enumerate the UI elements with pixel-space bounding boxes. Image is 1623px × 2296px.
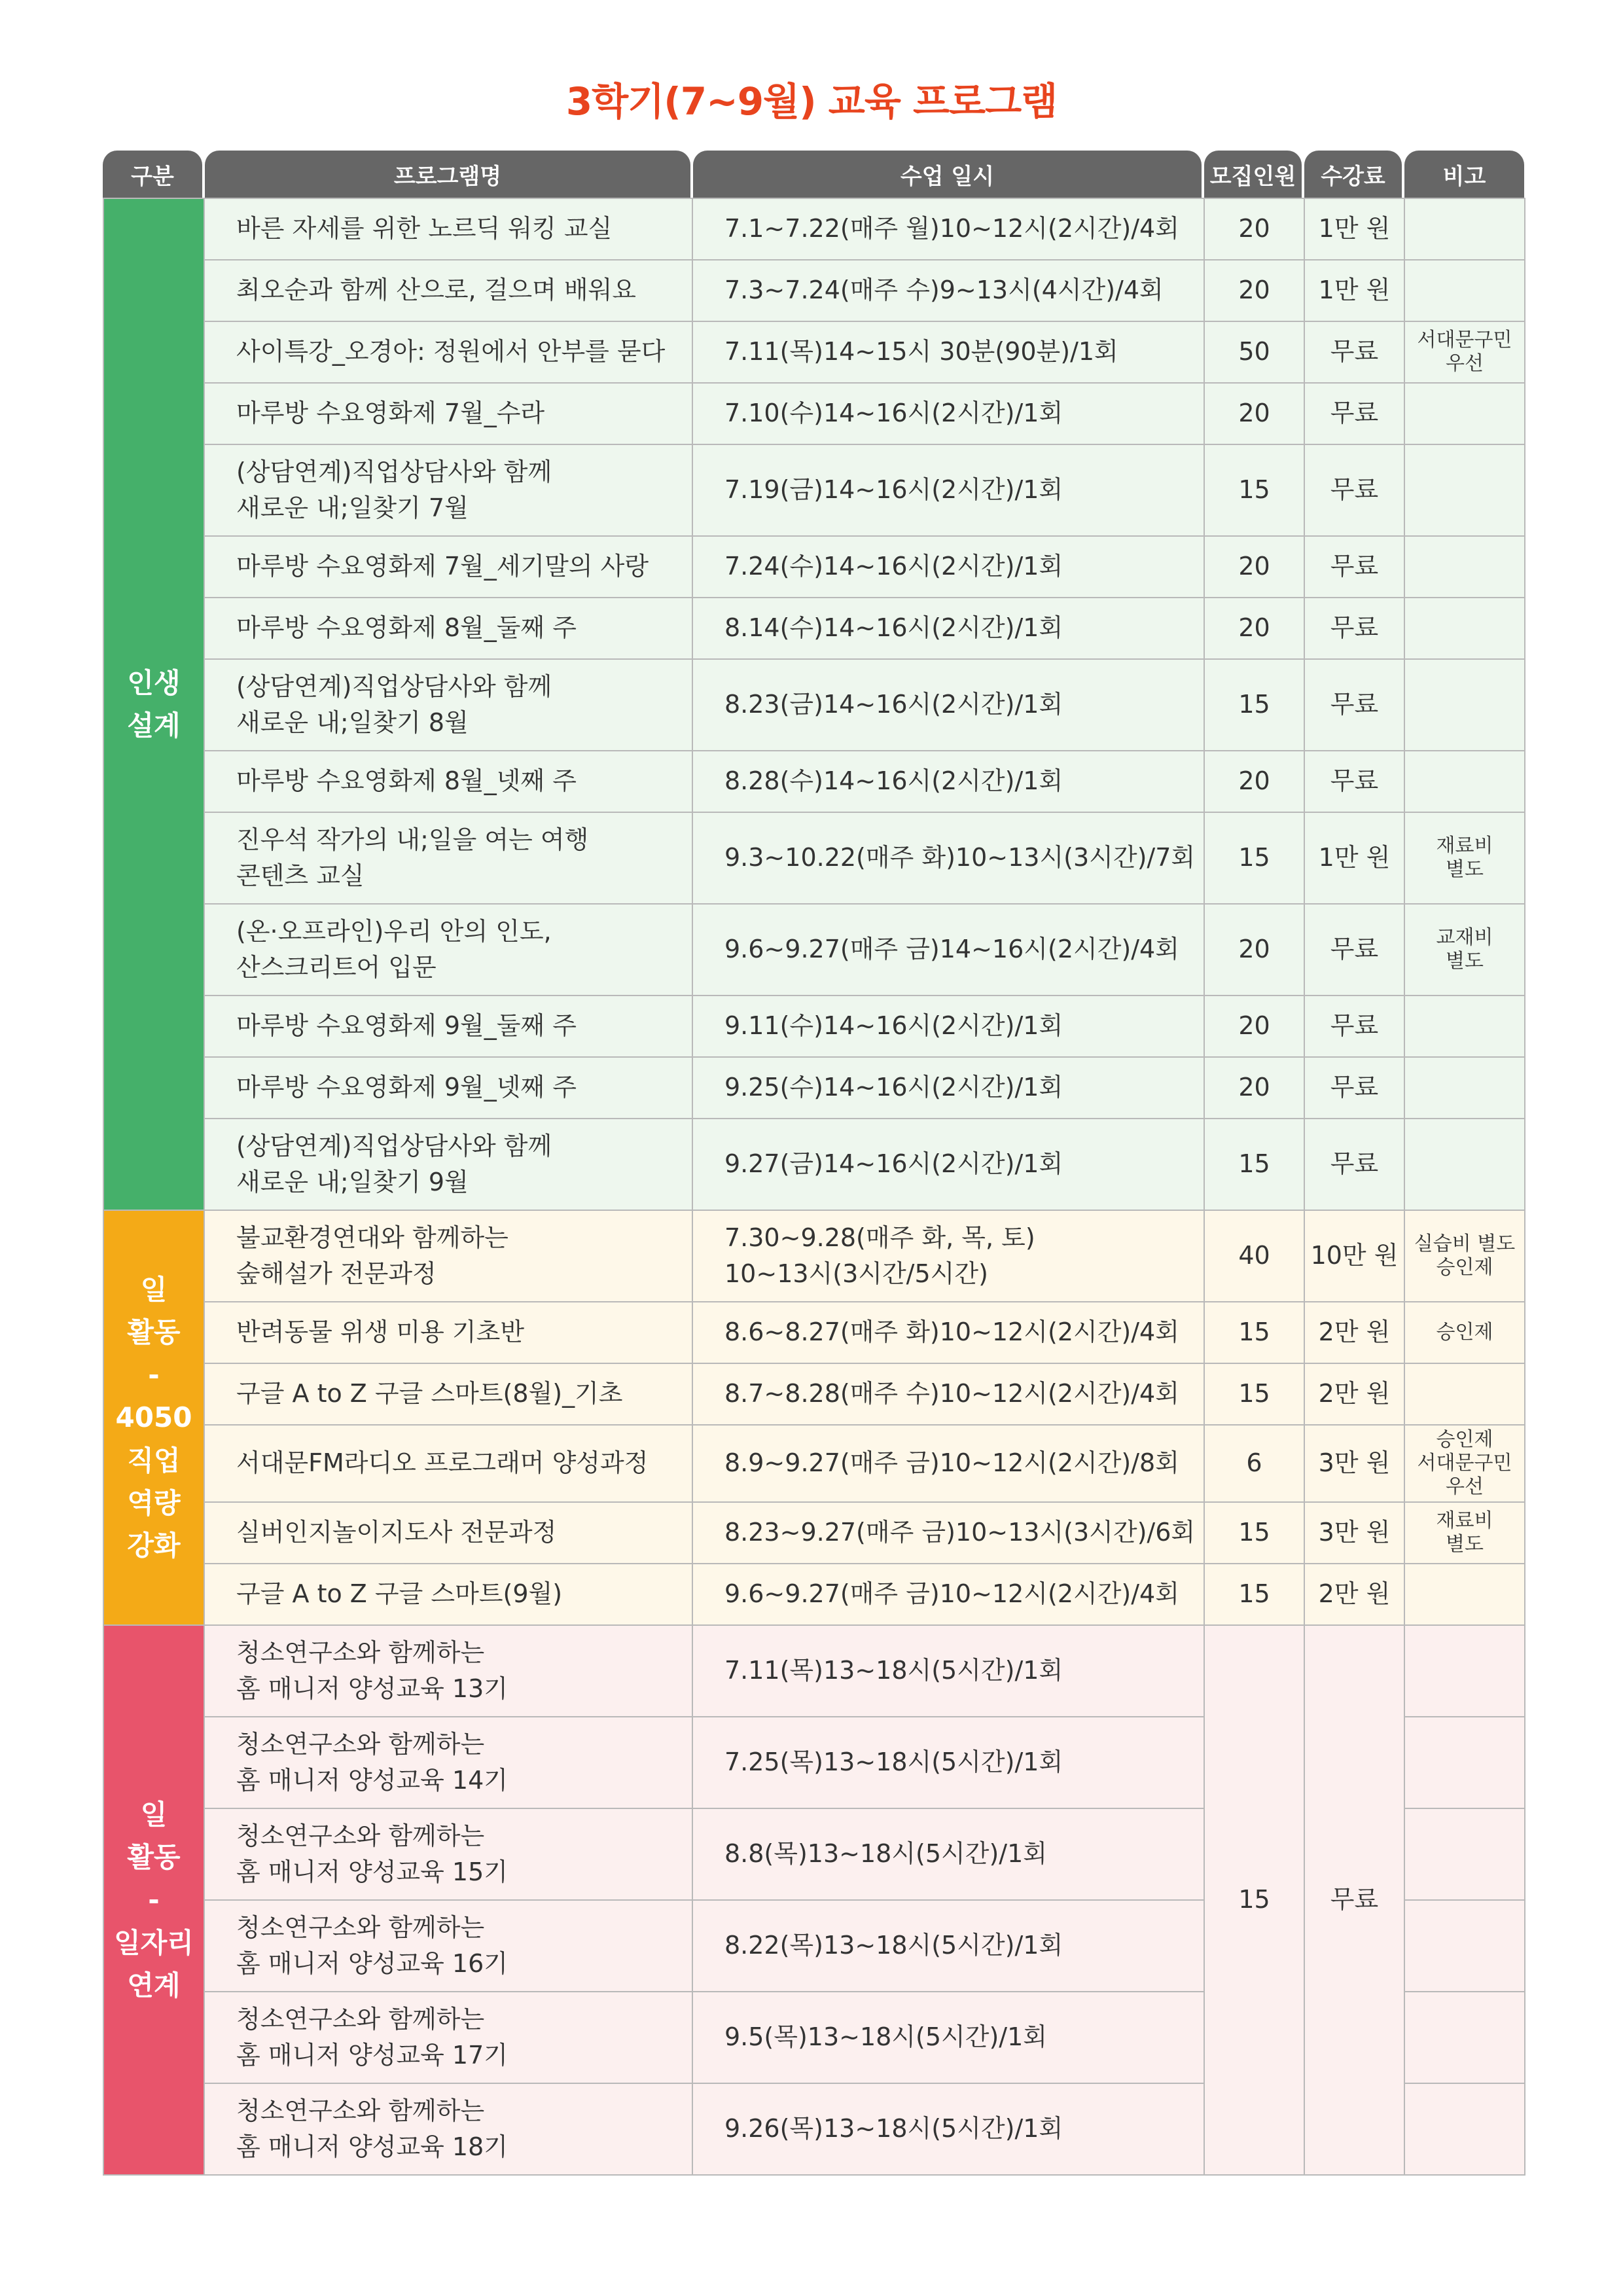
- program-name: [204, 1057, 692, 1119]
- program-name: [204, 383, 692, 444]
- schedule-line: 7.3~7.24(매주 수)9~13시(4시간)/4회: [724, 276, 1164, 305]
- program-name-line: 구글 A to Z 구글 스마트(8월)_기초: [236, 1379, 623, 1408]
- schedule: [692, 444, 1204, 536]
- schedule: [692, 1302, 1204, 1363]
- program-name: [204, 198, 692, 260]
- note: [1404, 1564, 1525, 1625]
- schedule: [692, 1057, 1204, 1119]
- note-line: 별도: [1446, 858, 1484, 881]
- program-name: [204, 996, 692, 1057]
- program-name-line: 새로운 내;일찾기 8월: [236, 708, 469, 737]
- capacity: 20: [1204, 1057, 1304, 1119]
- program-name-line: 구글 A to Z 구글 스마트(9월): [236, 1579, 563, 1609]
- fee: 무료: [1304, 1057, 1404, 1119]
- capacity: 15: [1204, 1625, 1304, 2175]
- schedule-line: 8.14(수)14~16시(2시간)/1회: [724, 613, 1063, 643]
- schedule-line: 7.25(목)13~18시(5시간)/1회: [724, 1748, 1063, 1777]
- fee: 1만 원: [1304, 260, 1404, 321]
- schedule-line: 8.7~8.28(매주 수)10~12시(2시간)/4회: [724, 1379, 1179, 1408]
- program-name-line: 홈 매니저 양성교육 18기: [236, 2132, 508, 2161]
- category-cell-line: 일: [140, 1274, 168, 1306]
- schedule-line: 9.3~10.22(매주 화)10~13시(3시간)/7회: [724, 843, 1196, 872]
- category-cell: [103, 1625, 204, 2175]
- program-name-line: 마루방 수요영화제 7월_세기말의 사랑: [236, 552, 649, 581]
- note: [1404, 1119, 1525, 1210]
- table-row: [103, 1502, 1525, 1564]
- table-row: [103, 1302, 1525, 1363]
- program-name-line: 진우석 작가의 내;일을 여는 여행: [236, 825, 589, 854]
- schedule-line: 8.28(수)14~16시(2시간)/1회: [724, 766, 1063, 796]
- schedule: [692, 321, 1204, 383]
- note: [1404, 659, 1525, 751]
- program-name-line: 마루방 수요영화제 8월_넷째 주: [236, 766, 577, 796]
- note: [1404, 598, 1525, 659]
- schedule: [692, 1564, 1204, 1625]
- program-name: [204, 1717, 692, 1808]
- program-name-line: 청소연구소와 함께하는: [236, 2096, 485, 2125]
- capacity: 15: [1204, 659, 1304, 751]
- schedule-line: 8.23(금)14~16시(2시간)/1회: [724, 690, 1063, 719]
- capacity: 15: [1204, 1502, 1304, 1564]
- capacity: 15: [1204, 1302, 1304, 1363]
- program-name-line: 마루방 수요영화제 9월_둘째 주: [236, 1011, 577, 1041]
- program-name: [204, 1625, 692, 1717]
- table-row: [103, 812, 1525, 904]
- schedule: [692, 198, 1204, 260]
- note-line: 별도: [1446, 950, 1484, 973]
- program-name-line: 홈 매니저 양성교육 14기: [236, 1766, 508, 1795]
- schedule-line: 9.26(목)13~18시(5시간)/1회: [724, 2114, 1063, 2144]
- program-name: [204, 536, 692, 598]
- table-row: [103, 751, 1525, 812]
- note-line: 서대문구민: [1417, 329, 1512, 351]
- capacity: 15: [1204, 444, 1304, 536]
- program-name: [204, 1425, 692, 1502]
- note: [1404, 1717, 1525, 1808]
- capacity: 40: [1204, 1210, 1304, 1302]
- schedule: [692, 1625, 1204, 1717]
- capacity: 20: [1204, 536, 1304, 598]
- note-line: 승인제: [1436, 1428, 1493, 1451]
- note: [1404, 444, 1525, 536]
- program-name: [204, 812, 692, 904]
- fee: 무료: [1304, 321, 1404, 383]
- capacity: 15: [1204, 1363, 1304, 1425]
- note: [1404, 1425, 1525, 1502]
- fee: 무료: [1304, 996, 1404, 1057]
- program-name-line: 청소연구소와 함께하는: [236, 1638, 485, 1667]
- program-name: [204, 2083, 692, 2175]
- table-row: [103, 1425, 1525, 1502]
- note: [1404, 751, 1525, 812]
- header-schedule: 수업 일시: [693, 151, 1202, 198]
- note: [1404, 1302, 1525, 1363]
- fee: 무료: [1304, 536, 1404, 598]
- header-note: 비고: [1404, 151, 1524, 198]
- program-name-line: 청소연구소와 함께하는: [236, 1729, 485, 1759]
- program-name-line: 새로운 내;일찾기 9월: [236, 1168, 469, 1196]
- category-cell-line: 직업: [127, 1444, 181, 1477]
- program-name-line: 숲해설가 전문과정: [236, 1259, 437, 1288]
- note: [1404, 1210, 1525, 1302]
- schedule-line: 7.10(수)14~16시(2시간)/1회: [724, 399, 1063, 428]
- category-cell-line: 일자리: [114, 1926, 194, 1959]
- fee: 3만 원: [1304, 1502, 1404, 1564]
- program-name: [204, 444, 692, 536]
- program-name: [204, 598, 692, 659]
- note-line: 재료비: [1436, 834, 1493, 857]
- schedule: [692, 1502, 1204, 1564]
- schedule: [692, 1808, 1204, 1900]
- program-name: [204, 659, 692, 751]
- program-name-line: 실버인지놀이지도사 전문과정: [236, 1518, 557, 1547]
- program-name-line: 청소연구소와 함께하는: [236, 1912, 485, 1942]
- category-cell-line: -: [148, 1884, 160, 1916]
- capacity: 20: [1204, 198, 1304, 260]
- fee: 무료: [1304, 1625, 1404, 2175]
- program-name: [204, 1302, 692, 1363]
- schedule: [692, 751, 1204, 812]
- fee: 무료: [1304, 598, 1404, 659]
- table-row: [103, 198, 1525, 260]
- table-row: [103, 1210, 1525, 1302]
- header-fee: 수강료: [1304, 151, 1402, 198]
- schedule-line: 7.24(수)14~16시(2시간)/1회: [724, 552, 1063, 581]
- table-row: [103, 904, 1525, 996]
- capacity: 15: [1204, 1119, 1304, 1210]
- schedule: [692, 2083, 1204, 2175]
- schedule: [692, 383, 1204, 444]
- program-name-line: (상담연계)직업상담사와 함께: [236, 672, 552, 701]
- category-cell-line: 인생: [127, 666, 181, 699]
- schedule-line: 9.6~9.27(매주 금)14~16시(2시간)/4회: [724, 935, 1179, 964]
- schedule: [692, 1425, 1204, 1502]
- capacity: 20: [1204, 383, 1304, 444]
- program-name-line: (온·오프라인)우리 안의 인도,: [236, 916, 552, 946]
- category-cell-line: 연계: [127, 1969, 181, 2001]
- note-line: 우선: [1446, 1475, 1484, 1498]
- program-name: [204, 1564, 692, 1625]
- schedule-line: 7.30~9.28(매주 화, 목, 토): [724, 1223, 1035, 1252]
- capacity: 15: [1204, 812, 1304, 904]
- schedule-line: 8.8(목)13~18시(5시간)/1회: [724, 1839, 1047, 1869]
- fee: 무료: [1304, 1119, 1404, 1210]
- note-line: 재료비: [1436, 1509, 1493, 1532]
- fee: 무료: [1304, 383, 1404, 444]
- category-cell: [103, 1210, 204, 1625]
- category-cell-line: -: [148, 1359, 160, 1391]
- note: [1404, 321, 1525, 383]
- program-name-line: 청소연구소와 함께하는: [236, 1821, 485, 1850]
- program-name: [204, 1502, 692, 1564]
- category-cell: [103, 198, 204, 1210]
- note: [1404, 260, 1525, 321]
- program-name-line: 마루방 수요영화제 9월_넷째 주: [236, 1073, 577, 1102]
- program-name: [204, 1808, 692, 1900]
- schedule: [692, 996, 1204, 1057]
- program-name: [204, 1900, 692, 1992]
- program-name: [204, 904, 692, 996]
- category-cell-line: 일: [140, 1799, 168, 1831]
- fee: 3만 원: [1304, 1425, 1404, 1502]
- note-line: 우선: [1446, 352, 1484, 375]
- category-cell-line: 역량: [127, 1486, 181, 1519]
- capacity: 20: [1204, 996, 1304, 1057]
- program-name-line: 사이특강_오경아: 정원에서 안부를 묻다: [236, 337, 666, 367]
- fee: 1만 원: [1304, 198, 1404, 260]
- table-row: [103, 1363, 1525, 1425]
- schedule-line: 7.11(목)13~18시(5시간)/1회: [724, 1656, 1063, 1685]
- table-row: [103, 1057, 1525, 1119]
- fee: 무료: [1304, 751, 1404, 812]
- note-line: 실습비 별도: [1414, 1232, 1516, 1255]
- fee: 2만 원: [1304, 1564, 1404, 1625]
- fee: 무료: [1304, 444, 1404, 536]
- note: [1404, 1057, 1525, 1119]
- table-row: [103, 321, 1525, 383]
- note: [1404, 2083, 1525, 2175]
- schedule-line: 7.19(금)14~16시(2시간)/1회: [724, 475, 1063, 505]
- schedule-line: 9.6~9.27(매주 금)10~12시(2시간)/4회: [724, 1579, 1179, 1609]
- capacity: 6: [1204, 1425, 1304, 1502]
- note: [1404, 996, 1525, 1057]
- note-line: 승인제: [1436, 1256, 1493, 1279]
- schedule: [692, 1992, 1204, 2083]
- note: [1404, 383, 1525, 444]
- schedule: [692, 536, 1204, 598]
- note: [1404, 198, 1525, 260]
- fee: 2만 원: [1304, 1363, 1404, 1425]
- category-cell-line: 강화: [127, 1529, 181, 1562]
- capacity: 20: [1204, 751, 1304, 812]
- program-name-line: 불교환경연대와 함께하는: [236, 1223, 508, 1252]
- schedule: [692, 1900, 1204, 1992]
- program-name-line: 콘텐츠 교실: [236, 861, 365, 890]
- schedule: [692, 260, 1204, 321]
- program-name: [204, 1992, 692, 2083]
- table-row: [103, 996, 1525, 1057]
- schedule: [692, 904, 1204, 996]
- schedule-line: 9.27(금)14~16시(2시간)/1회: [724, 1149, 1063, 1179]
- fee: 2만 원: [1304, 1302, 1404, 1363]
- category-cell-line: 활동: [127, 1841, 181, 1874]
- capacity: 20: [1204, 904, 1304, 996]
- program-name: [204, 1363, 692, 1425]
- program-name: [204, 1119, 692, 1210]
- schedule: [692, 812, 1204, 904]
- table-row: [103, 383, 1525, 444]
- page-title: 3학기(7~9월) 교육 프로그램: [565, 79, 1058, 124]
- program-name-line: 새로운 내;일찾기 7월: [236, 493, 469, 522]
- program-name: [204, 751, 692, 812]
- header-category: 구분: [103, 151, 202, 198]
- program-name: [204, 1210, 692, 1302]
- table-row: [103, 598, 1525, 659]
- capacity: 50: [1204, 321, 1304, 383]
- fee: 무료: [1304, 659, 1404, 751]
- note: [1404, 1625, 1525, 1717]
- table-row: [103, 1625, 1525, 1717]
- note-line: 교재비: [1436, 926, 1493, 949]
- schedule: [692, 598, 1204, 659]
- schedule: [692, 1363, 1204, 1425]
- table-row: [103, 536, 1525, 598]
- program-name-line: 바른 자세를 위한 노르딕 워킹 교실: [236, 214, 613, 243]
- category-cell-line: 설계: [127, 709, 181, 742]
- category-cell-line: 활동: [127, 1316, 181, 1349]
- program-name-line: 최오순과 함께 산으로, 걸으며 배워요: [236, 276, 637, 305]
- program-name-line: 마루방 수요영화제 8월_둘째 주: [236, 613, 577, 643]
- note: [1404, 1363, 1525, 1425]
- note: [1404, 1900, 1525, 1992]
- header-capacity: 모집인원: [1204, 151, 1302, 198]
- note: [1404, 904, 1525, 996]
- note-line: 서대문구민: [1417, 1452, 1512, 1475]
- note-line: 승인제: [1436, 1321, 1493, 1344]
- schedule-line: 9.25(수)14~16시(2시간)/1회: [724, 1073, 1063, 1102]
- note: [1404, 1992, 1525, 2083]
- schedule-line: 9.5(목)13~18시(5시간)/1회: [724, 2022, 1047, 2052]
- schedule: [692, 1717, 1204, 1808]
- program-name-line: 마루방 수요영화제 7월_수라: [236, 399, 545, 428]
- program-name-line: 홈 매니저 양성교육 17기: [236, 2041, 508, 2070]
- note: [1404, 536, 1525, 598]
- capacity: 15: [1204, 1564, 1304, 1625]
- program-name-line: (상담연계)직업상담사와 함께: [236, 1131, 552, 1160]
- program-name-line: 서대문FM라디오 프로그래머 양성과정: [236, 1448, 649, 1478]
- program-table: [103, 198, 1525, 2176]
- program-name-line: (상담연계)직업상담사와 함께: [236, 457, 552, 486]
- program-name: [204, 321, 692, 383]
- program-name-line: 산스크리트어 입문: [236, 953, 437, 982]
- schedule-line: 8.23~9.27(매주 금)10~13시(3시간)/6회: [724, 1518, 1196, 1547]
- schedule-line: 10~13시(3시간/5시간): [724, 1259, 988, 1288]
- table-row: [103, 260, 1525, 321]
- note: [1404, 812, 1525, 904]
- note: [1404, 1502, 1525, 1564]
- schedule-line: 8.6~8.27(매주 화)10~12시(2시간)/4회: [724, 1318, 1179, 1347]
- program-name-line: 홈 매니저 양성교육 16기: [236, 1949, 508, 1978]
- note-line: 별도: [1446, 1533, 1484, 1556]
- fee: 무료: [1304, 904, 1404, 996]
- schedule: [692, 659, 1204, 751]
- category-cell-line: 4050: [115, 1401, 192, 1434]
- schedule: [692, 1210, 1204, 1302]
- schedule-line: 8.22(목)13~18시(5시간)/1회: [724, 1931, 1063, 1960]
- table-row: [103, 1564, 1525, 1625]
- table-row: [103, 659, 1525, 751]
- schedule-line: 8.9~9.27(매주 금)10~12시(2시간)/8회: [724, 1448, 1179, 1478]
- table-row: [103, 444, 1525, 536]
- schedule-line: 7.11(목)14~15시 30분(90분)/1회: [724, 337, 1118, 367]
- schedule-line: 9.11(수)14~16시(2시간)/1회: [724, 1011, 1063, 1041]
- program-name: [204, 260, 692, 321]
- fee: 1만 원: [1304, 812, 1404, 904]
- program-name-line: 청소연구소와 함께하는: [236, 2004, 485, 2034]
- header-program: 프로그램명: [205, 151, 690, 198]
- program-name-line: 홈 매니저 양성교육 15기: [236, 1857, 508, 1886]
- table-row: [103, 1119, 1525, 1210]
- program-name-line: 반려동물 위생 미용 기초반: [236, 1318, 525, 1347]
- note: [1404, 1808, 1525, 1900]
- capacity: 20: [1204, 598, 1304, 659]
- program-name-line: 홈 매니저 양성교육 13기: [236, 1674, 508, 1703]
- schedule-line: 7.1~7.22(매주 월)10~12시(2시간)/4회: [724, 214, 1179, 243]
- capacity: 20: [1204, 260, 1304, 321]
- fee: 10만 원: [1304, 1210, 1404, 1302]
- schedule: [692, 1119, 1204, 1210]
